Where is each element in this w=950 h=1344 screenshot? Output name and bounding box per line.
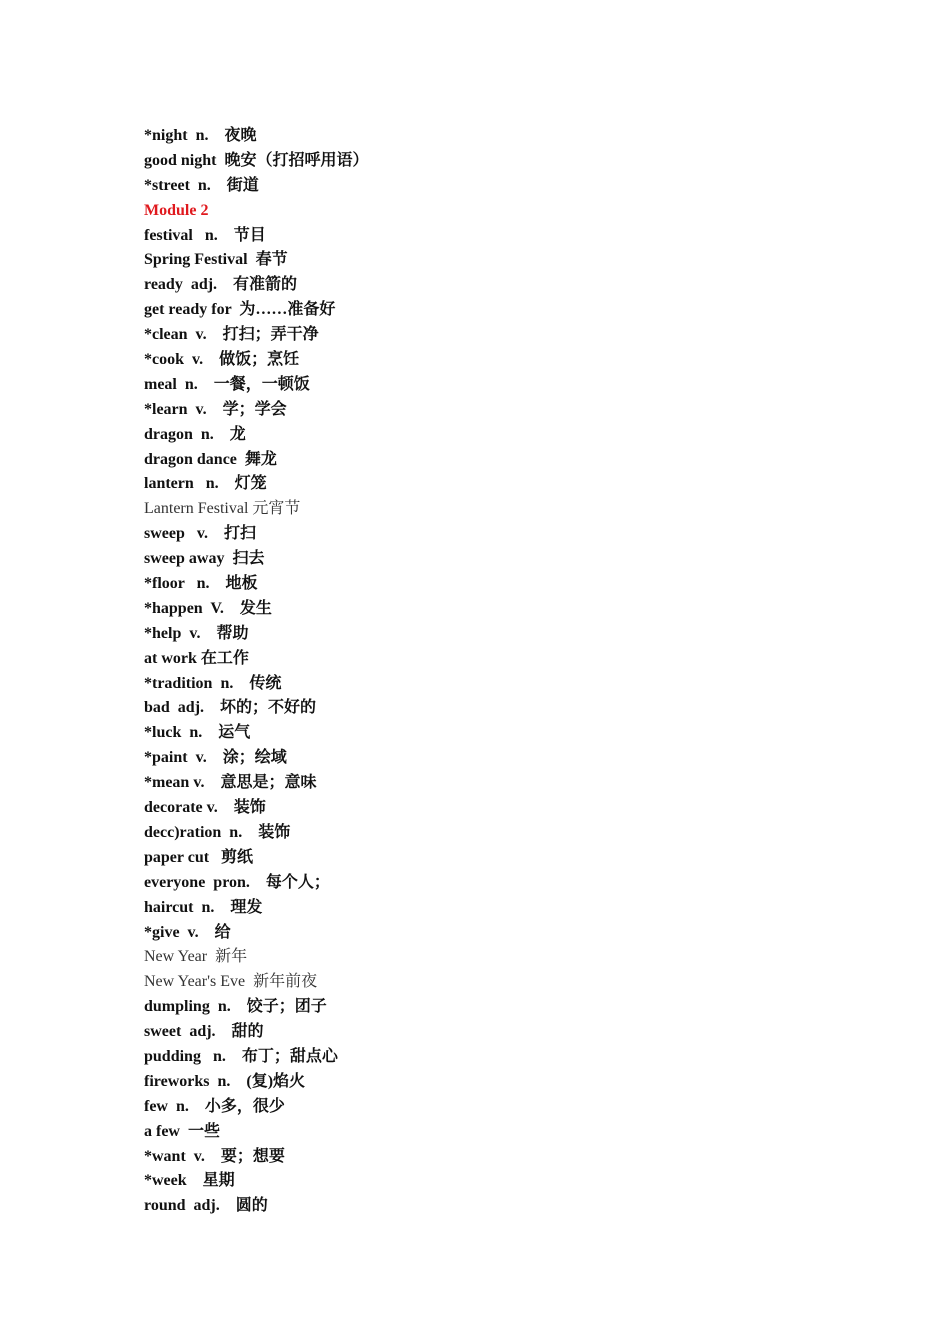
vocab-entry: good night 晚安（打招呼用语） (144, 151, 369, 169)
vocab-entry: Lantern Festival 元宵节 (144, 500, 301, 518)
vocab-entry: lantern n. 灯笼 (144, 475, 267, 493)
vocab-entry: *street n. 街道 (144, 176, 259, 194)
vocab-entry: dragon dance 舞龙 (144, 450, 277, 468)
vocab-entry: New Year 新年 (144, 948, 248, 966)
vocab-entry: a few 一些 (144, 1122, 220, 1140)
vocab-entry: *paint v. 涂；绘域 (144, 749, 287, 767)
vocab-entry: get ready for 为……准备好 (144, 301, 336, 319)
vocab-entry: dragon n. 龙 (144, 425, 246, 443)
vocab-entry: *cook v. 做饭；烹饪 (144, 351, 300, 369)
vocab-entry: decc)ration n. 装饰 (144, 823, 291, 841)
vocab-entry: *floor n. 地板 (144, 575, 258, 593)
vocab-entry: *help v. 帮助 (144, 624, 249, 642)
vocabulary-page (144, 124, 844, 1219)
vocab-entry: pudding n. 布丁；甜点心 (144, 1047, 338, 1065)
vocab-entry: bad adj. 坏的；不好的 (144, 699, 317, 717)
vocab-entry: few n. 小多，很少 (144, 1097, 285, 1115)
vocab-entry: Spring Festival 春节 (144, 251, 288, 269)
vocab-entry: *night n. 夜晚 (144, 127, 257, 144)
vocab-entry: decorate v. 装饰 (144, 799, 266, 817)
vocab-entry: *luck n. 运气 (144, 724, 251, 742)
vocab-entry: at work 在工作 (144, 649, 249, 667)
vocab-entry: ready adj. 有准箭的 (144, 276, 298, 294)
vocab-entry: *want v. 要；想要 (144, 1147, 285, 1165)
vocab-entry: meal n. 一餐，一顿饭 (144, 375, 310, 393)
vocab-entry: festival n. 节目 (144, 226, 266, 244)
vocab-entry: *mean v. 意思是；意味 (144, 774, 317, 792)
vocab-entry: *tradition n. 传统 (144, 674, 282, 692)
vocab-entry: *learn v. 学；学会 (144, 400, 287, 418)
vocab-entry: *happen V. 发生 (144, 599, 272, 617)
vocab-entry: *week 星期 (144, 1172, 235, 1190)
vocab-entry: dumpling n. 饺子；团子 (144, 998, 327, 1016)
vocab-entry: paper cut 剪纸 (144, 848, 254, 866)
section-heading: Module 2 (144, 201, 209, 219)
vocab-entry: haircut n. 理发 (144, 898, 263, 916)
vocab-entry: *clean v. 打扫；弄干净 (144, 326, 319, 344)
vocab-entry: *give v. 给 (144, 923, 231, 941)
vocab-entry: round adj. 圆的 (144, 1197, 268, 1215)
vocab-entry: fireworks n. (复)焰火 (144, 1072, 306, 1090)
vocab-entry: New Year's Eve 新年前夜 (144, 973, 318, 991)
vocab-entry: everyone pron. 每个人； (144, 873, 330, 891)
vocab-entry: sweep away 扫去 (144, 550, 265, 568)
vocab-entry: sweet adj. 甜的 (144, 1023, 264, 1041)
vocab-entry: sweep v. 打扫 (144, 525, 257, 543)
